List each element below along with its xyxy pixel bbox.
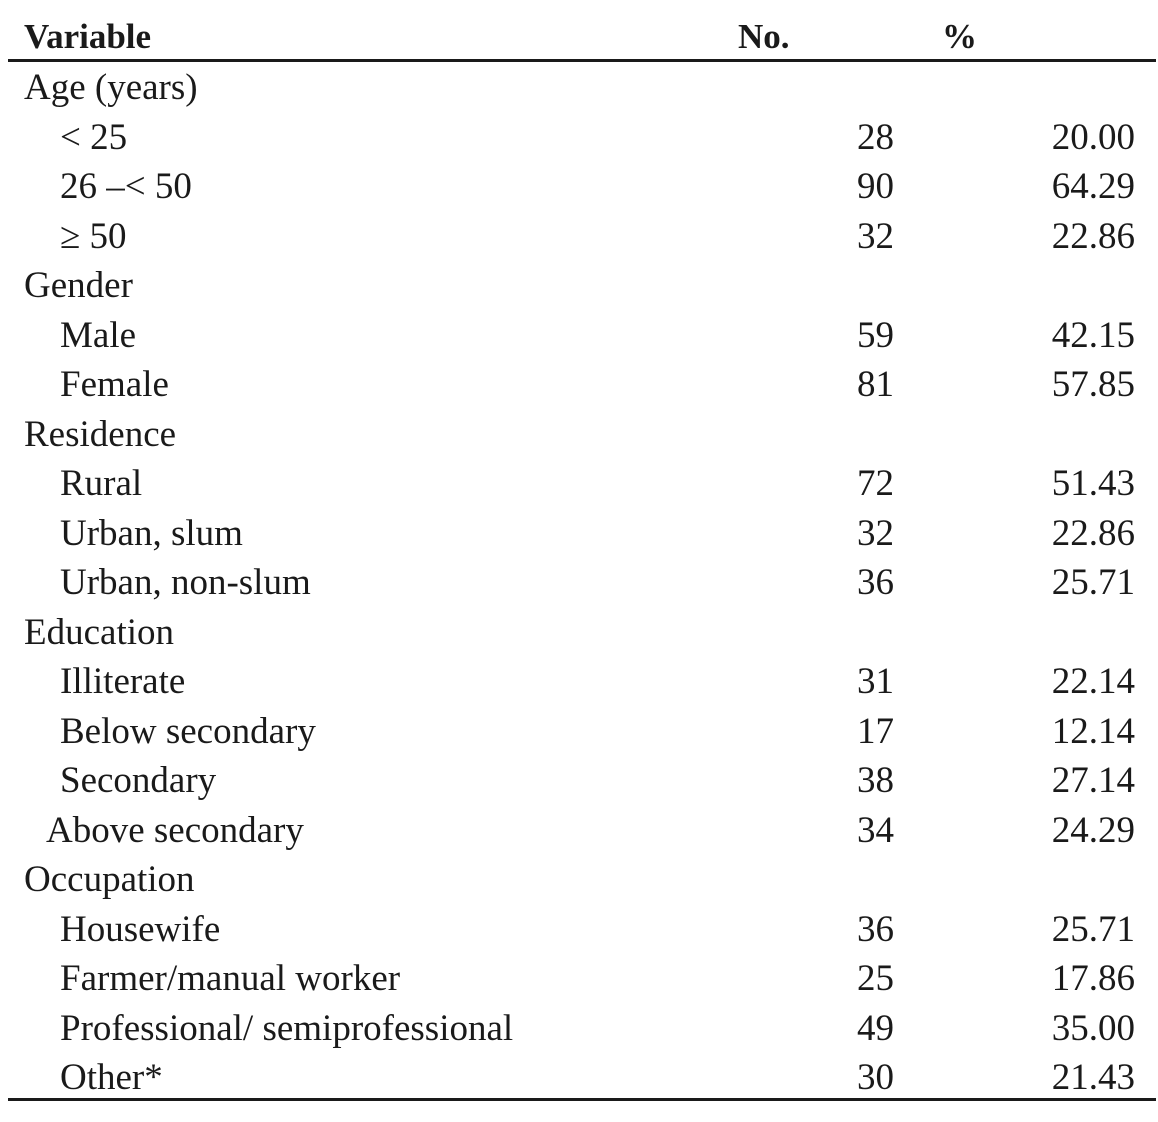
bottom-rule — [8, 1098, 1156, 1101]
row-percent: 57.85 — [1051, 364, 1135, 405]
row-count: 59 — [857, 314, 894, 356]
row-label: ≥ 50 — [60, 215, 127, 257]
table-group-row — [0, 409, 1158, 459]
row-label: Above secondary — [46, 809, 304, 851]
table-row — [0, 706, 1158, 756]
row-label: Secondary — [60, 760, 217, 801]
table-row — [0, 953, 1158, 1003]
row-count: 32 — [857, 215, 894, 257]
row-label: Other* — [60, 1057, 163, 1098]
row-count: 49 — [857, 1007, 894, 1049]
row-label: < 25 — [60, 116, 128, 158]
row-label: Illiterate — [60, 661, 186, 702]
row-percent: 51.43 — [1051, 463, 1135, 504]
row-count: 17 — [857, 710, 894, 752]
row-percent: 25.71 — [1051, 908, 1135, 950]
table-row — [0, 904, 1158, 954]
table-row — [0, 656, 1158, 706]
table-row — [0, 508, 1158, 558]
row-percent: 12.14 — [1051, 710, 1135, 752]
row-percent: 20.00 — [1051, 116, 1135, 158]
header-percent: % — [942, 17, 977, 56]
table-row — [0, 805, 1158, 855]
header-variable: Variable — [24, 17, 152, 56]
row-label: Rural — [60, 463, 143, 504]
row-percent: 17.86 — [1051, 958, 1135, 999]
row-percent: 22.14 — [1051, 661, 1135, 702]
row-count: 25 — [857, 958, 894, 999]
row-percent: 21.43 — [1051, 1057, 1135, 1098]
row-count: 28 — [857, 116, 894, 158]
header-no: No. — [738, 17, 790, 56]
row-label: 26 –< 50 — [60, 166, 192, 207]
row-label: Female — [60, 364, 169, 405]
row-percent: 22.86 — [1051, 512, 1135, 554]
row-percent: 24.29 — [1051, 809, 1135, 851]
table-group-row — [0, 62, 1158, 112]
row-label: Age (years) — [24, 67, 198, 108]
row-count: 81 — [857, 364, 894, 405]
row-count: 72 — [857, 463, 894, 504]
row-count: 36 — [857, 562, 894, 603]
row-label: Urban, slum — [60, 512, 243, 554]
row-count: 38 — [857, 760, 894, 801]
row-percent: 22.86 — [1051, 215, 1135, 257]
row-count: 34 — [857, 809, 894, 851]
row-count: 90 — [857, 166, 894, 207]
row-count: 30 — [857, 1057, 894, 1098]
row-count: 32 — [857, 512, 894, 554]
row-percent: 25.71 — [1051, 562, 1135, 603]
row-label: Professional/ semiprofessional — [60, 1007, 514, 1049]
table-row — [0, 1003, 1158, 1053]
row-label: Male — [60, 314, 137, 356]
table-row — [0, 557, 1158, 607]
table-row — [0, 359, 1158, 409]
row-label: Gender — [24, 265, 133, 306]
row-count: 36 — [857, 908, 894, 950]
row-count: 31 — [857, 661, 894, 702]
row-percent: 42.15 — [1051, 314, 1135, 356]
row-label: Housewife — [60, 908, 221, 950]
table-group-row — [0, 260, 1158, 310]
row-label: Below secondary — [60, 710, 316, 752]
row-percent: 35.00 — [1051, 1007, 1135, 1049]
row-label: Urban, non-slum — [60, 562, 311, 603]
row-percent: 27.14 — [1051, 760, 1135, 801]
row-label: Farmer/manual worker — [60, 958, 401, 999]
table-row — [0, 112, 1158, 162]
table-row — [0, 211, 1158, 261]
row-label: Residence — [24, 413, 177, 455]
row-label: Education — [24, 611, 175, 653]
table-header — [0, 12, 1158, 58]
row-percent: 64.29 — [1051, 166, 1135, 207]
table-group-row — [0, 607, 1158, 657]
table-group-row — [0, 854, 1158, 904]
table-row — [0, 755, 1158, 805]
table-row — [0, 458, 1158, 508]
table-row — [0, 161, 1158, 211]
table-row — [0, 1052, 1158, 1102]
row-label: Occupation — [24, 859, 195, 900]
table-row — [0, 310, 1158, 360]
